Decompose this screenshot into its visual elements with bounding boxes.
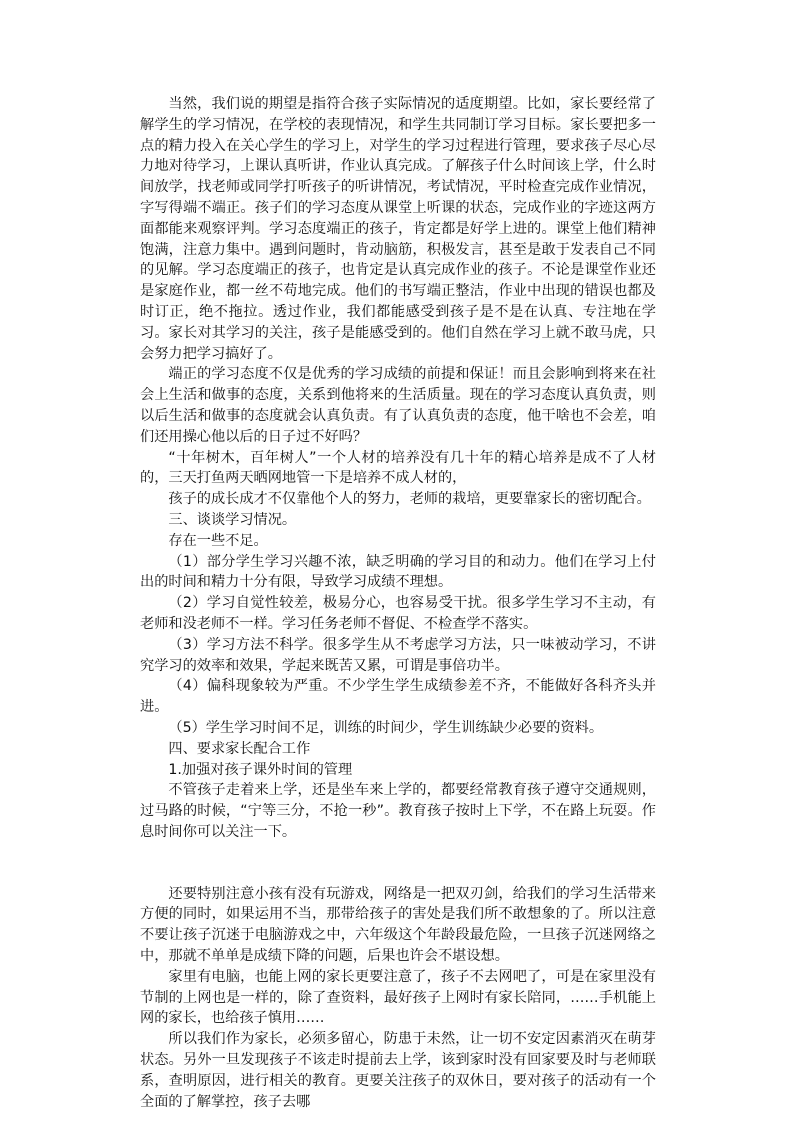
blank-gap [140, 843, 656, 884]
paragraph-traffic-safety: 不管孩子走着来上学，还是坐车来上学的，都要经常教育孩子遵守交通规则，过马路的时候，“宁等三分，不抢一秒”。教育孩子按时上下学，不在路上玩耍。作息时间你可以关注一下。 [140, 782, 656, 840]
list-item-subject-imbalance: （4）偏科现象较为严重。不少学生学生成绩参差不齐，不能做好各科齐头并进。 [140, 678, 656, 716]
paragraph-shortcomings: 存在一些不足。 [168, 532, 268, 549]
paragraph-prevention: 所以我们作为家长，必须多留心，防患于未然，让一切不安定因素消灭在萌芽状态。另外一旦发现孩子不该走时提前去上学，该到家时没有回家要及时与老师联系，查明原因，进行相关的教育。更要关注孩子的双休日，要对孩子的活动有一个全面的了解掌控，孩子去哪 [140, 1031, 656, 1110]
section-heading-parent-cooperation: 四、要求家长配合工作 [168, 740, 311, 757]
list-item-method: （3）学习方法不科学。很多学生从不考虑学习方法，只一味被动学习，不讲究学习的效率和效果，学起来既苦又累，可谓是事倍功半。 [140, 636, 656, 674]
paragraph-proverb: “十年树木，百年树人”一个人材的培养没有几十年的精心培养是成不了人材的，三天打鱼两天晒网地管一下是培养不成人材的， [140, 449, 656, 487]
list-item-study-time: （5）学生学习时间不足，训练的时间少，学生训练缺少必要的资料。 [168, 719, 604, 736]
paragraph-home-computer: 家里有电脑，也能上网的家长更要注意了，孩子不去网吧了，可是在家里没有节制的上网也是一样的，除了查资料，最好孩子上网时有家长陪同，……手机能上网的家长，也给孩子慎用…… [140, 968, 656, 1027]
subheading-after-school-management: 1.加强对孩子课外时间的管理 [168, 761, 353, 778]
paragraph-study-attitude: 端正的学习态度不仅是优秀的学习成绩的前提和保证！而且会影响到将来在社会上生活和做事的态度，关系到他将来的生活质量。现在的学习态度认真负责，则以后生活和做事的态度就会认真负责。有了认真负责的态度，他干啥也不会差，咱们还用操心他以后的日子过不好吗？ [140, 366, 656, 445]
paragraph-games-internet: 还要特别注意小孩有没有玩游戏，网络是一把双刃剑，给我们的学习生活带来方便的同时，如果运用不当，那带给孩子的害处是我们所不敢想象的了。所以注意不要让孩子沉迷于电脑游戏之中，六年级这个年龄段最危险，一旦孩子沉迷网络之中，那就不单单是成绩下降的问题，后果也许会不堪设想。 [140, 885, 656, 965]
list-item-interest: （1）部分学生学习兴趣不浓，缺乏明确的学习目的和动力。他们在学习上付出的时间和精力十分有限，导致学习成绩不理想。 [140, 553, 656, 591]
paragraph-parent-expectations: 当然，我们说的期望是指符合孩子实际情况的适度期望。比如，家长要经常了解学生的学习情况，在学校的表现情况，和学生共同制订学习目标。家长要把多一点的精力投入在关心学生的学习上，对学生的学习过程进行管理，要求孩子尽心尽力地对待学习，上课认真听讲，作业认真完成。了解孩子什么时间该上学，什么时间放学，找老师或同学打听孩子的听讲情况，考试情况，平时检查完成作业情况，字写得端不端正。孩子们的学习态度从课堂上听课的状态，完成作业的字迹这两方面都能来观察评判。学习态度端正的孩子，肯定都是好学上进的。课堂上他们精神饱满，注意力集中。遇到问题时，肯动脑筋，积极发言，甚至是敢于发表自己不同的见解。学习态度端正的孩子，也肯定是认真完成作业的孩子。不论是课堂作业还是家庭作业，都一丝不苟地完成。他们的书写端正整洁，作业中出现的错误也都及时订正，绝不拖拉。透过作业，我们都能感受到孩子是不是在认真、专注地在学习。家长对其学习的关注，孩子是能感受到的。他们自然在学习上就不敢马虎，只会努力把学习搞好了。 [140, 96, 656, 362]
section-heading-study-situation: 三、谈谈学习情况。 [168, 511, 297, 528]
list-item-self-discipline: （2）学习自觉性较差，极易分心，也容易受干扰。很多学生学习不主动，有老师和没老师不一样。学习任务老师不督促、不检查学不落实。 [140, 595, 656, 632]
paragraph-parent-cooperation: 孩子的成长成才不仅靠他个人的努力，老师的栽培，更要靠家长的密切配合。 [168, 491, 651, 508]
